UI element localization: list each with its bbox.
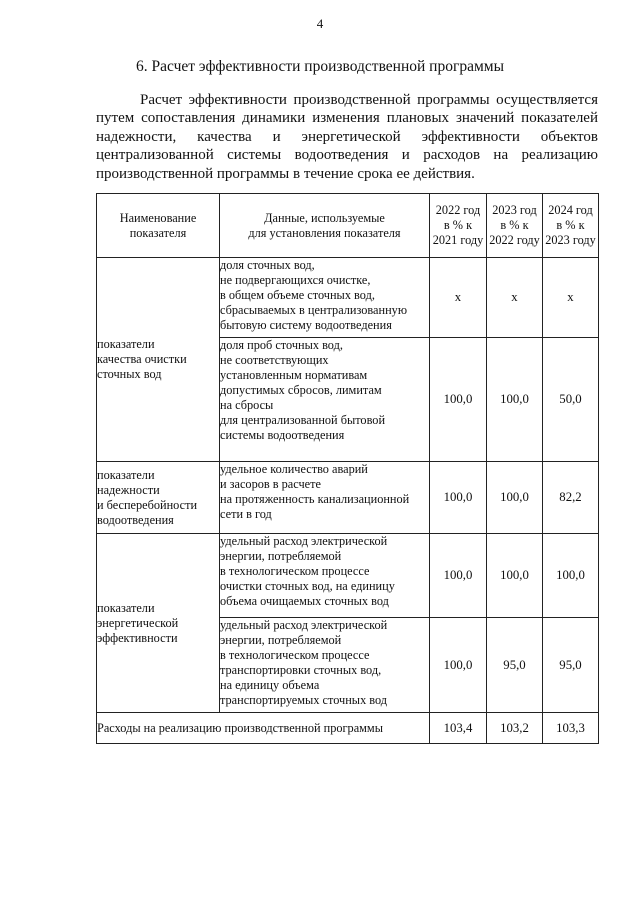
value-2022: 100,0 [430,534,487,618]
row-description: доля проб сточных вод, не соответствующих установленным нормативам допустимых сбросов, лимитам на сбросы для централизованной бытовой системы водоотведения [220,338,430,462]
section-title: 6. Расчет эффективности производственной программы [136,58,504,75]
value-2023: 100,0 [487,462,543,534]
table-row [97,534,599,618]
value-2022: x [430,258,487,338]
value-2024: 95,0 [543,618,599,713]
value-2022: 100,0 [430,338,487,462]
expenses-value-2024: 103,3 [543,713,599,744]
group-energy: показатели энергетической эффективности [97,534,220,713]
row-description: удельный расход электрической энергии, потребляемой в технологическом процессе транспортировки сточных вод, на единицу объема транспортируемых сточных вод [220,618,430,713]
value-2023: x [487,258,543,338]
efficiency-table [96,193,599,744]
value-2023: 100,0 [487,338,543,462]
value-2024: 50,0 [543,338,599,462]
row-description: удельный расход электрической энергии, потребляемой в технологическом процессе очистки сточных вод, на единицу объема очищаемых сточных вод [220,534,430,618]
page-number: 4 [316,16,324,31]
value-2024: 82,2 [543,462,599,534]
group-reliability: показатели надежности и бесперебойности водоотведения [97,462,220,534]
row-description: удельное количество аварий и засоров в расчете на протяженность канализационной сети в год [220,462,430,534]
header-indicator-name: Наименование показателя [97,194,220,258]
header-data-used: Данные, используемые для установления показателя [220,194,430,258]
expenses-row [97,713,599,744]
table-row [97,258,599,338]
value-2022: 100,0 [430,618,487,713]
value-2024: x [543,258,599,338]
row-description: доля сточных вод, не подвергающихся очистке, в общем объеме сточных вод, сбрасываемых в централизованную бытовую систему водоотведения [220,258,430,338]
header-year-2023: 2023 год в % к 2022 году [487,194,543,258]
table-header-row [97,194,599,258]
intro-paragraph: Расчет эффективности производственной программы осуществляется путем сопоставления динамики изменения плановых значений показателей надежности, качества и энергетической эффективности объектов централизованной системы водоотведения и расходов на реализацию производственной программы в течение срока ее действия. [96,92,598,182]
value-2024: 100,0 [543,534,599,618]
group-quality: показатели качества очистки сточных вод [97,258,220,462]
table-row [97,462,599,534]
expenses-value-2023: 103,2 [487,713,543,744]
value-2022: 100,0 [430,462,487,534]
expenses-label: Расходы на реализацию производственной программы [97,713,430,744]
header-year-2024: 2024 год в % к 2023 году [543,194,599,258]
expenses-value-2022: 103,4 [430,713,487,744]
value-2023: 100,0 [487,534,543,618]
value-2023: 95,0 [487,618,543,713]
header-year-2022: 2022 год в % к 2021 году [430,194,487,258]
